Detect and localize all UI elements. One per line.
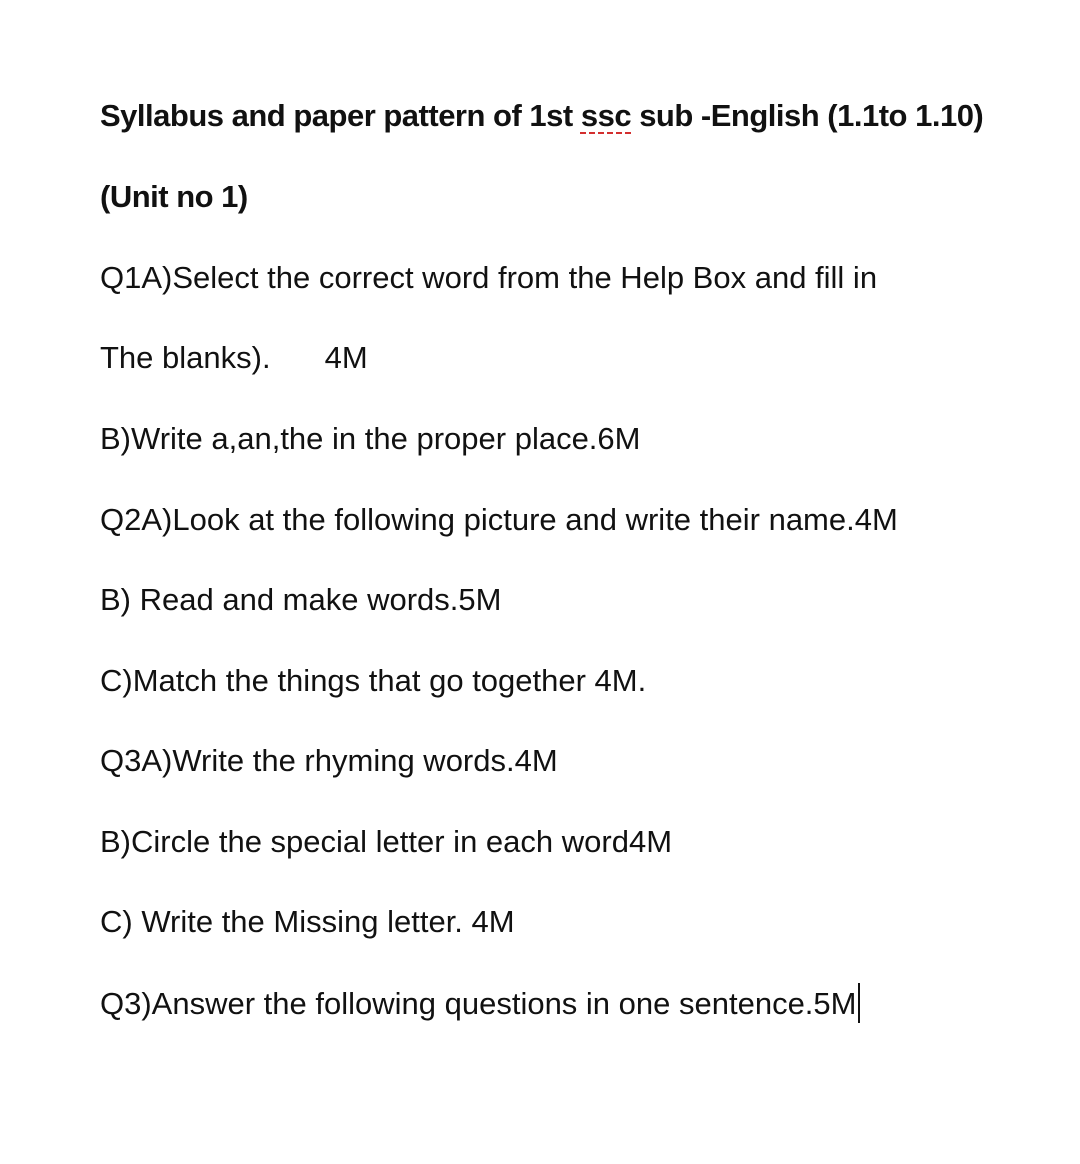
spellcheck-flagged-word[interactable]: ssc bbox=[580, 98, 632, 133]
question-1a-continued bbox=[100, 338, 368, 378]
question-2b: B) Read and make words.5M bbox=[100, 582, 502, 617]
title-text-end: sub -English (1.1to 1.10) bbox=[631, 98, 984, 133]
question-1a: Q1A)Select the correct word from the Help Box and fill in bbox=[100, 260, 878, 295]
question-3b: B)Circle the special letter in each word4M bbox=[100, 824, 673, 859]
question-1a-marks: 4M bbox=[324, 340, 368, 375]
question-3-final-text: Q3)Answer the following questions in one sentence.5M bbox=[100, 986, 857, 1021]
document-title bbox=[100, 96, 983, 136]
text-cursor bbox=[858, 983, 860, 1023]
question-3c: C) Write the Missing letter. 4M bbox=[100, 904, 515, 939]
title-text-start: Syllabus and paper pattern of 1st bbox=[100, 98, 581, 133]
question-2c: C)Match the things that go together 4M. bbox=[100, 663, 647, 698]
question-1a-text-end: The blanks). bbox=[100, 340, 271, 375]
question-1b: B)Write a,an,the in the proper place.6M bbox=[100, 421, 641, 456]
question-3a: Q3A)Write the rhyming words.4M bbox=[100, 743, 558, 778]
question-2a: Q2A)Look at the following picture and write their name.4M bbox=[100, 502, 898, 537]
unit-heading: (Unit no 1) bbox=[100, 179, 248, 214]
question-3-final[interactable] bbox=[100, 983, 860, 1024]
